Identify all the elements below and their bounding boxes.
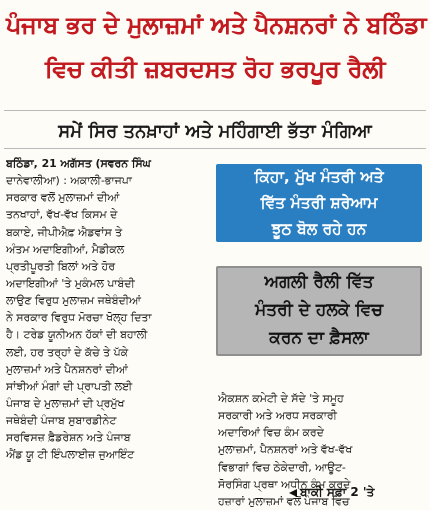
- article-line: ਲਾਉਣ ਵਿਰੁਧ ਮੁਲਾਜ਼ਮ ਜਥੇਬੰਦੀਆਂ: [6, 294, 141, 308]
- article-line: ਪ੍ਰਤੀਪੂਰਤੀ ਬਿਲਾਂ ਅਤੇ ਹੋਰ: [6, 259, 115, 273]
- article-line: ਸਰਵਿਸਜ਼ ਫ਼ੈਡਰੇਸ਼ਨ ਅਤੇ ਪੰਜਾਬ: [6, 431, 131, 445]
- article-line: ਜਥੇਬੰਦੀ ਪੰਜਾਬ ਸੁਬਾਰਡੀਨੇਟ: [6, 414, 117, 428]
- box-line: ਕਰਨ ਦਾ ਫ਼ੈਸਲਾ: [269, 328, 369, 348]
- article-line: ਐਕਸ਼ਨ ਕਮੇਟੀ ਦੇ ਸੱਦੇ 'ਤੇ ਸਮੂਹ: [218, 392, 344, 405]
- article-line: ਐਂਡ ਯੂ ਟੀ ਇੰਪਲਾਈਜ਼ ਜੁਆਇੰਟ: [6, 448, 135, 462]
- article-line: ਦਾਨੇਵਾਲੀਆ) : ਅਕਾਲੀ-ਭਾਜਪਾ: [6, 174, 132, 188]
- article-line: ਮੁਲਾਜ਼ਮਾਂ, ਪੈਨਸ਼ਨਰਾਂ ਅਤੇ ਵੱਖ-ਵੱਖ: [218, 443, 353, 457]
- left-column: [6, 155, 210, 464]
- headline-line-2: ਵਿਚ ਕੀਤੀ ਜ਼ਬਰਦਸਤ ਰੋਹ ਭਰਪੂਰ ਰੈਲੀ: [44, 55, 386, 83]
- box-line: ਮੰਤਰੀ ਦੇ ਹਲਕੇ ਵਿਚ: [255, 300, 383, 320]
- article-line: ਅੰਤਮ ਅਦਾਇਗੀਆਂ, ਮੈਡੀਕਲ: [6, 242, 125, 256]
- article-line: ਮੁਲਾਜ਼ਮਾਂ ਅਤੇ ਪੈਨਸ਼ਨਰਾਂ ਦੀਆਂ: [6, 362, 128, 376]
- headline-line-1: ਪੰਜਾਬ ਭਰ ਦੇ ਮੁਲਾਜ਼ਮਾਂ ਅਤੇ ਪੈਨਸ਼ਨਰਾਂ ਨੇ ਬਠਿੰਡਾ: [6, 11, 427, 39]
- article-line: ਹੈ। ਟਰੇਡ ਯੂਨੀਅਨ ਹੱਕਾਂ ਦੀ ਬਹਾਲੀ: [6, 328, 148, 342]
- article-line: ਵਿਭਾਗਾਂ ਵਿਚ ਠੇਕੇਦਾਰੀ, ਆਊਟ-: [218, 460, 346, 474]
- subheadline: ਸਮੇਂ ਸਿਰ ਤਨਖ਼ਾਹਾਂ ਅਤੇ ਮਹਿੰਗਾਈ ਭੱਤਾ ਮੰਗਿਆ: [58, 121, 372, 142]
- article-line: ਹਜ਼ਾਰਾਂ ਮੁਲਾਜ਼ਮਾਂ ਵਲੋਂ ਪੰਜਾਬ ਵਿਚ: [218, 494, 350, 508]
- box-line: ਕਿਹਾ, ਮੁੱਖ ਮੰਤਰੀ ਅਤੇ: [254, 168, 384, 186]
- quote-box-blue: [216, 164, 422, 242]
- continued-on-page-note: ਬਾਕੀ ਸਫ਼ਾ 2 'ਤੇ: [300, 485, 375, 499]
- article-line: ਸਰਕਾਰ ਵਲੋਂ ਮੁਲਾਜ਼ਮਾਂ ਦੀਆਂ: [6, 191, 120, 205]
- article-line: ਪੰਜਾਬ ਦੇ ਮੁਲਾਜ਼ਮਾਂ ਦੀ ਪ੍ਰਮੁੱਖ: [6, 396, 125, 410]
- divider: [4, 110, 426, 111]
- article-line: ਸਰਕਾਰੀ ਅਤੇ ਅਰਧ ਸਰਕਾਰੀ: [218, 409, 337, 423]
- article-line: ਸੋਰਸਿੰਗ ਪ੍ਰਥਾ ਅਧੀਨ ਕੰਮ ਕਰਦੇ: [218, 477, 351, 491]
- left-arrow-icon: [289, 489, 297, 497]
- article-line: ਬਕਾਏ, ਜੀਪੀਐਫ਼ ਐਡਵਾਂਸ ਤੇ: [6, 225, 123, 239]
- box-line: ਅਗਲੀ ਰੈਲੀ ਵਿੱਤ: [264, 272, 374, 292]
- article-line: ਲਈ, ਹਰ ਤਰ੍ਹਾਂ ਦੇ ਕੱਚੇ ਤੇ ਪੱਕੇ: [6, 345, 129, 359]
- dateline: ਬਠਿੰਡਾ, 21 ਅਗੱਸਤ (ਸਵਰਨ ਸਿੰਘ: [6, 157, 151, 170]
- box-line: ਵਿੱਤ ਮੰਤਰੀ ਸ਼ਰੇਆਮ: [260, 194, 378, 212]
- article-line: ਅਦਾਇਗੀਆਂ 'ਤੇ ਮੁਕੰਮਲ ਪਾਬੰਦੀ: [6, 276, 135, 290]
- article-line: ਸਾਂਝੀਆਂ ਮੰਗਾਂ ਦੀ ਪ੍ਰਾਪਤੀ ਲਈ: [6, 379, 133, 393]
- article-line: ਤਨਖਾਹਾਂ, ਵੱਖ-ਵੱਖ ਕਿਸਮ ਦੇ: [6, 208, 118, 222]
- article-line: ਅਦਾਰਿਆਂ ਵਿਚ ਕੰਮ ਕਰਦੇ: [218, 426, 324, 440]
- box-line: ਝੂਠ ਬੋਲ ਰਹੇ ਹਨ: [271, 220, 367, 238]
- highlight-box-grey: [216, 266, 422, 356]
- article-line: ਨੇ ਸਰਕਾਰ ਵਿਰੁਧ ਮੋਰਚਾ ਖੋਲ੍ਹ ਦਿਤਾ: [6, 311, 152, 325]
- divider: [4, 148, 426, 149]
